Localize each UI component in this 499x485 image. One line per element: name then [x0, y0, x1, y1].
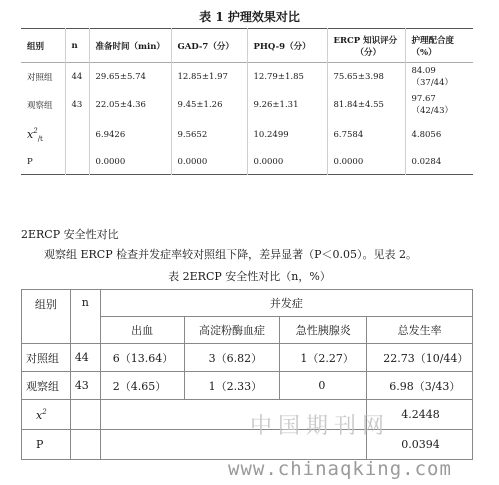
t1-row-observation: 观察组 43 22.05±4.36 9.45±1.26 9.26±1.31 81.84±4.55 97.67（42/43） — [21, 91, 473, 119]
site-url: www.chinaqking.com — [228, 458, 452, 480]
t1-row-control: 对照组 44 29.65±5.74 12.85±1.97 12.79±1.85 75.65±3.98 84.09（37/44） — [21, 63, 473, 91]
t2-row-control: 对照组 44 6（13.64） 3（6.82） 1（2.27） 22.73（10/44） — [22, 344, 473, 372]
table2-title: 表 2ERCP 安全性对比（n，%） — [168, 270, 331, 283]
table1-nursing-effect — [21, 28, 473, 175]
t2-chi-label: $x^2$ — [22, 400, 71, 430]
t2-header-pancreatitis: 急性胰腺炎 — [280, 317, 367, 344]
t2-row-p: P 0.0394 — [22, 430, 473, 460]
t2-header-complications: 并发症 — [100, 290, 472, 317]
table2-ercp-safety — [21, 289, 473, 460]
t1-header-phq9: PHQ-9（分） — [247, 29, 327, 63]
t1-header-prep-time: 准备时间（min） — [89, 29, 171, 63]
t1-header-group: 组别 — [27, 41, 45, 52]
t2-header-group: 组别 — [22, 290, 71, 344]
t1-header-ercp-knowledge: ERCP 知识评分 （分） — [327, 29, 405, 63]
t2-header-n: n — [70, 290, 100, 344]
table1-title: 表 1 护理效果对比 — [199, 10, 300, 24]
t2-header-hyperamylasemia: 高淀粉酶血症 — [184, 317, 280, 344]
t1-row-p: P 0.0000 0.0000 0.0000 0.0000 0.0284 — [21, 151, 473, 175]
t1-row-chi-square: $x^2_{/t}$ 6.9426 9.5652 10.2499 6.7584 4.8056 — [21, 119, 473, 151]
t2-row-chi-square: $x^2$ 4.2448 — [22, 400, 473, 430]
body-paragraph: 观察组 ERCP 检查并发症率较对照组下降，差异显著（P＜0.05）。见表 2。 — [44, 248, 418, 261]
t2-header-bleeding: 出血 — [100, 317, 184, 344]
watermark-logo: 中国期刊网 — [250, 414, 391, 439]
t2-header-total-rate: 总发生率 — [367, 317, 473, 344]
t1-chi-label: $x^2_{/t}$ — [27, 126, 43, 143]
t1-header-gad7: GAD-7（分） — [171, 29, 247, 63]
t1-header-cooperation: 护理配合度（%） — [405, 29, 473, 63]
section-heading: 2ERCP 安全性对比 — [21, 228, 119, 241]
t2-row-observation: 观察组 43 2（4.65） 1（2.33） 0 6.98（3/43） — [22, 372, 473, 400]
t1-header-n: n — [65, 29, 89, 63]
